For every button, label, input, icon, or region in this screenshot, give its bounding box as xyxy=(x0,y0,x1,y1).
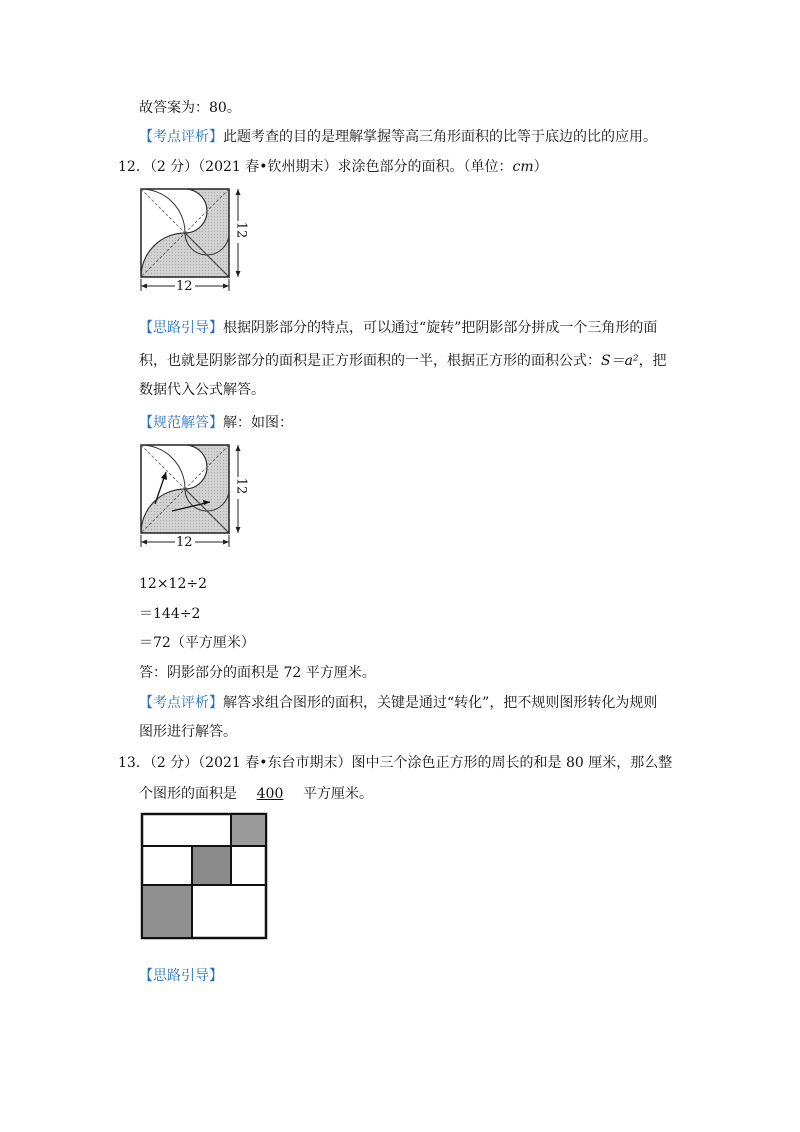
answer-blank: 400 xyxy=(256,786,284,802)
analysis-text: 此题考查的目的是理解掌握等高三角形面积的比等于底边的比的应用。 xyxy=(223,129,657,145)
q12-analysis-line2: 图形进行解答。 xyxy=(139,724,237,740)
analysis-tag: 【考点评析】 xyxy=(139,129,223,145)
hint-text-2a: 积，也就是阴影部分的面积是正方形面积的一半，根据正方形的面积公式： xyxy=(139,353,601,369)
analysis-tag: 【考点评析】 xyxy=(139,695,223,711)
question-text-2a: 个图形的面积是 xyxy=(139,786,237,802)
q12-figure-label-bottom: 12 xyxy=(176,279,193,294)
hint-formula: S＝a² xyxy=(601,353,639,369)
calc-line-1: 12×12÷2 xyxy=(139,576,207,592)
hint-text: 根据阴影部分的特点，可以通过“旋转”把阴影部分拼成一个三角形的面 xyxy=(223,320,658,336)
solution-intro: 解：如图： xyxy=(223,415,293,431)
q13-hint xyxy=(139,966,223,986)
calc-line-3: ＝72（平方厘米） xyxy=(139,635,255,651)
question-number: 13． xyxy=(118,755,150,771)
question-close: ） xyxy=(533,159,548,175)
question-text-2b: 平方厘米。 xyxy=(303,786,373,802)
prev-answer: 故答案为：80。 xyxy=(139,100,241,116)
q12-solution xyxy=(139,413,293,433)
q12-figure xyxy=(138,188,258,298)
q12-hint-line1 xyxy=(139,318,657,338)
question-text: （2 分）（2021 春•东台市期末）图中三个涂色正方形的周长的和是 80 厘米，那么整 xyxy=(149,755,673,771)
q12-solution-figure-label-bottom: 12 xyxy=(176,535,193,550)
hint-tag: 【思路引导】 xyxy=(139,320,223,336)
prev-analysis xyxy=(139,127,657,147)
q12-figure-label-right: 12 xyxy=(233,221,249,239)
question-text: （2 分）（2021 春•钦州期末）求涂色部分的面积。（单位： xyxy=(149,159,513,175)
q12-answer: 答：阴影部分的面积是 72 平方厘米。 xyxy=(139,665,376,681)
solution-tag: 【规范解答】 xyxy=(139,415,223,431)
q12-solution-figure xyxy=(138,444,258,554)
q13-line1 xyxy=(118,753,672,773)
calc-line-2: ＝144÷2 xyxy=(139,606,201,622)
unit: cm xyxy=(512,159,534,175)
hint-text-2b: ，把 xyxy=(638,353,667,369)
q12-solution-figure-label-right: 12 xyxy=(233,477,249,495)
question-number: 12． xyxy=(118,159,150,175)
q12-analysis-line1 xyxy=(139,693,657,713)
analysis-text: 解答求组合图形的面积，关键是通过“转化”，把不规则图形转化为规则 xyxy=(223,695,658,711)
q12-header xyxy=(118,157,548,177)
q13-figure xyxy=(140,812,272,942)
q12-hint-line2 xyxy=(139,351,667,371)
q13-line2 xyxy=(139,784,373,804)
hint-tag: 【思路引导】 xyxy=(139,968,223,984)
q12-hint-line3: 数据代入公式解答。 xyxy=(139,382,265,398)
